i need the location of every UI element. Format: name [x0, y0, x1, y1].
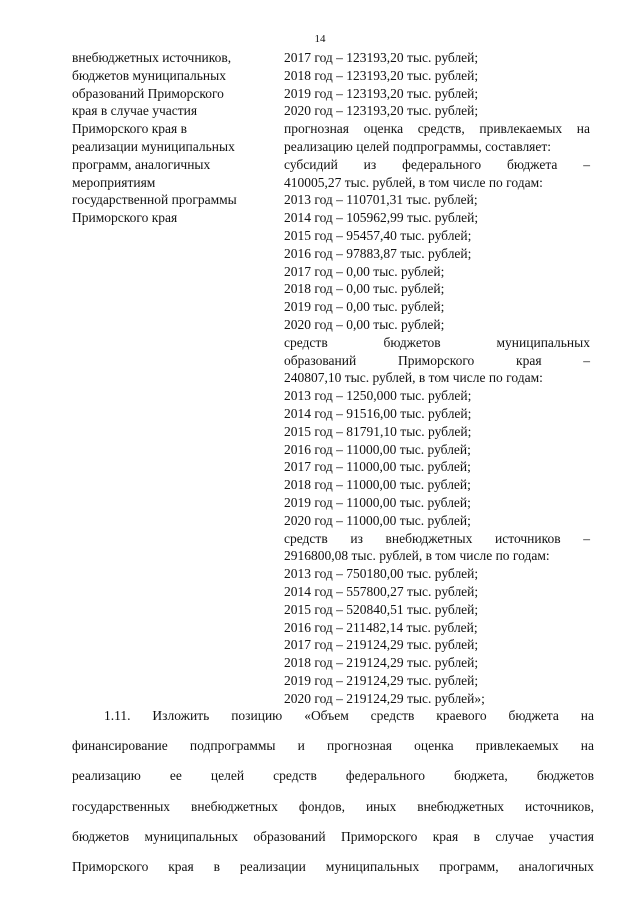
- right-column-line: [284, 120, 590, 138]
- right-column-line: 2013 год – 110701,31 тыс. рублей;: [284, 192, 478, 208]
- right-column-line: 2019 год – 0,00 тыс. рублей;: [284, 299, 445, 315]
- right-column-line: 2019 год – 219124,29 тыс. рублей;: [284, 672, 479, 688]
- right-column-word: прогнозная: [284, 121, 349, 137]
- right-column-line: 2015 год – 81791,10 тыс. рублей;: [284, 423, 472, 439]
- left-column: [72, 49, 272, 227]
- paragraph-word: бюджетов: [72, 828, 130, 844]
- right-column-word: края: [516, 352, 542, 368]
- paragraph-word: финансирование: [72, 738, 168, 754]
- paragraph-word: Приморского: [341, 828, 418, 844]
- paragraph-word: «Объем: [304, 708, 349, 723]
- right-column-word: Приморского: [397, 352, 475, 368]
- paragraph-word: на: [580, 738, 594, 754]
- right-column-line: 2018 год – 123193,20 тыс. рублей;: [284, 67, 479, 83]
- paragraph-word: ее: [169, 768, 182, 784]
- paragraph-word: края: [168, 859, 194, 875]
- right-column-word: бюджета: [507, 156, 558, 172]
- paragraph-word: бюджета: [508, 708, 559, 723]
- right-column-line: [284, 156, 590, 174]
- right-column-word: средств,: [417, 121, 465, 137]
- paragraph-word: края: [432, 828, 459, 844]
- right-column-line: 2015 год – 520840,51 тыс. рублей;: [284, 601, 479, 617]
- paragraph-word: реализации: [239, 859, 306, 875]
- right-column-word: образований: [284, 352, 357, 368]
- right-column-line: 2916800,08 тыс. рублей, в том числе по годам:: [284, 548, 550, 564]
- paragraph-word: привлекаемых: [475, 738, 559, 754]
- right-column-line: 2019 год – 11000,00 тыс. рублей;: [284, 494, 471, 510]
- right-column-word: оценка: [363, 121, 404, 137]
- paragraph-word: позицию: [231, 708, 283, 723]
- right-column-word: –: [583, 530, 590, 546]
- paragraph-word: 1.11.: [104, 708, 131, 723]
- right-column-line: реализацию целей подпрограммы, составляет:: [284, 138, 552, 154]
- right-column-line: 2016 год – 97883,87 тыс. рублей;: [284, 245, 472, 261]
- paragraph-line: [72, 731, 594, 761]
- paragraph-line: [72, 852, 594, 882]
- paragraph-word: и: [297, 738, 305, 754]
- paragraph-line: [72, 792, 594, 822]
- right-column-line: 2014 год – 105962,99 тыс. рублей;: [284, 210, 479, 226]
- right-column-word: внебюджетных: [385, 530, 473, 546]
- paragraph-word: реализацию: [72, 768, 141, 784]
- right-column-line: 2020 год – 11000,00 тыс. рублей;: [284, 512, 471, 528]
- right-column-line: 2016 год – 11000,00 тыс. рублей;: [284, 441, 471, 457]
- right-column-word: муниципальных: [496, 334, 590, 350]
- body-paragraph: [72, 701, 594, 882]
- paragraph-word: источников,: [525, 798, 594, 814]
- right-column-line: 2016 год – 211482,14 тыс. рублей;: [284, 619, 478, 635]
- right-column-line: [284, 530, 590, 548]
- right-column-word: –: [583, 352, 590, 368]
- left-column-line: Приморского края: [72, 210, 178, 226]
- right-column-word: средств: [284, 334, 328, 350]
- left-column-line: бюджетов муниципальных: [72, 67, 226, 83]
- right-column-line: 2013 год – 1250,000 тыс. рублей;: [284, 388, 472, 404]
- paragraph-word: подпрограммы: [189, 738, 276, 754]
- paragraph-word: образований: [253, 828, 326, 844]
- right-column-word: из: [350, 530, 363, 546]
- right-column-line: 410005,27 тыс. рублей, в том числе по годам:: [284, 174, 543, 190]
- right-column-line: 2013 год – 750180,00 тыс. рублей;: [284, 566, 479, 582]
- paragraph-word: средств: [273, 768, 317, 784]
- paragraph-word: муниципальных: [325, 859, 420, 875]
- right-column-word: бюджетов: [383, 334, 441, 350]
- right-column-line: 2017 год – 123193,20 тыс. рублей;: [284, 50, 479, 65]
- right-column-line: 2014 год – 557800,27 тыс. рублей;: [284, 583, 479, 599]
- right-column-word: субсидий: [284, 156, 338, 172]
- right-column-line: 2020 год – 123193,20 тыс. рублей;: [284, 103, 479, 119]
- right-column-line: 2018 год – 11000,00 тыс. рублей;: [284, 477, 471, 493]
- paragraph-word: внебюджетных: [191, 798, 278, 814]
- paragraph-word: в: [213, 859, 221, 875]
- right-column-word: источников: [495, 530, 561, 546]
- paragraph-word: иных: [365, 798, 397, 814]
- left-column-line: государственной программы: [72, 192, 237, 208]
- paragraph-word: оценка: [414, 738, 454, 754]
- paragraph-line: [72, 761, 594, 791]
- paragraph-word: государственных: [72, 798, 171, 814]
- left-column-line: мероприятиям: [72, 174, 156, 190]
- right-column-line: 240807,10 тыс. рублей, в том числе по годам:: [284, 370, 543, 386]
- paragraph-word: целей: [210, 768, 245, 784]
- right-column-word: на: [576, 121, 590, 137]
- paragraph-word: участия: [549, 828, 594, 844]
- paragraph-word: Изложить: [152, 708, 210, 723]
- right-column-line: 2015 год – 95457,40 тыс. рублей;: [284, 227, 472, 243]
- right-column-line: [284, 352, 590, 370]
- right-column-word: привлекаемых: [479, 121, 563, 137]
- left-column-line: образований Приморского: [72, 85, 224, 101]
- paragraph-word: случае: [495, 828, 534, 844]
- left-column-line: внебюджетных источников,: [72, 50, 232, 65]
- right-column-line: 2017 год – 219124,29 тыс. рублей;: [284, 637, 479, 653]
- paragraph-word: краевого: [436, 708, 487, 723]
- right-column-line: [284, 334, 590, 352]
- left-column-line: Приморского края в: [72, 121, 187, 137]
- paragraph-word: аналогичных: [518, 859, 594, 875]
- right-column-line: 2014 год – 91516,00 тыс. рублей;: [284, 405, 472, 421]
- right-column-word: из: [363, 156, 377, 172]
- paragraph-word: программ,: [439, 859, 499, 875]
- paragraph-word: бюджетов: [536, 768, 594, 784]
- right-column-line: 2017 год – 11000,00 тыс. рублей;: [284, 459, 471, 475]
- paragraph-word: муниципальных: [144, 828, 238, 844]
- paragraph-word: прогнозная: [327, 738, 392, 754]
- paragraph-word: средств: [370, 708, 415, 723]
- paragraph-word: фондов,: [298, 798, 345, 814]
- right-column-line: 2020 год – 0,00 тыс. рублей;: [284, 316, 445, 332]
- paragraph-word: в: [473, 828, 481, 844]
- right-column: [284, 49, 590, 707]
- right-column-line: 2020 год – 219124,29 тыс. рублей»;: [284, 690, 485, 706]
- right-column-word: средств: [284, 530, 328, 546]
- paragraph-word: бюджета,: [454, 768, 508, 784]
- paragraph-word: федерального: [345, 768, 425, 784]
- left-column-line: реализации муниципальных: [72, 138, 235, 154]
- paragraph-word: Приморского: [72, 859, 149, 875]
- right-column-word: –: [583, 156, 590, 172]
- right-column-word: федерального: [402, 156, 482, 172]
- paragraph-line: [72, 701, 594, 731]
- right-column-line: 2018 год – 0,00 тыс. рублей;: [284, 281, 445, 297]
- paragraph-line: [72, 822, 594, 852]
- right-column-line: 2017 год – 0,00 тыс. рублей;: [284, 263, 445, 279]
- page-number: 14: [314, 33, 326, 45]
- right-column-line: 2019 год – 123193,20 тыс. рублей;: [284, 85, 479, 101]
- paragraph-word: на: [580, 708, 594, 723]
- left-column-line: программ, аналогичных: [72, 156, 211, 172]
- right-column-line: 2018 год – 219124,29 тыс. рублей;: [284, 655, 479, 671]
- left-column-line: края в случае участия: [72, 103, 198, 119]
- paragraph-word: внебюджетных: [417, 798, 505, 814]
